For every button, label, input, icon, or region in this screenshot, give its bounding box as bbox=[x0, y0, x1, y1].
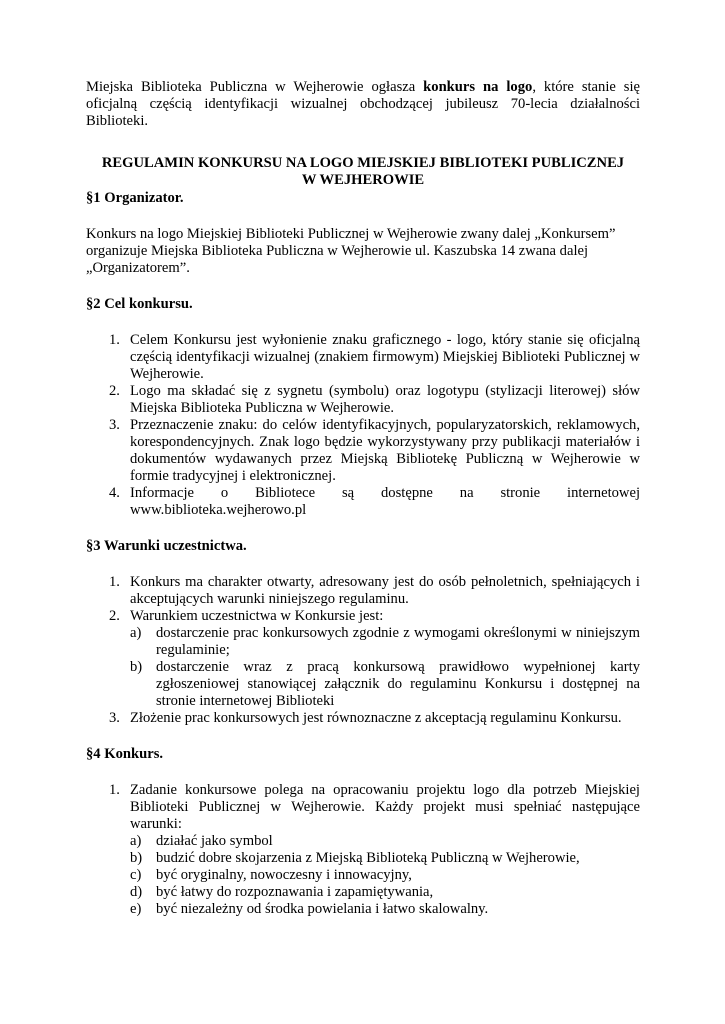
sublist-item-text: budzić dobre skojarzenia z Miejską Biblioteką Publiczną w Wejherowie, bbox=[156, 850, 580, 866]
list-item bbox=[86, 332, 640, 383]
sublist-item-label: c) bbox=[130, 867, 142, 883]
section-2-list bbox=[86, 332, 640, 519]
list-item bbox=[86, 383, 640, 417]
list-item-text: Złożenie prac konkursowych jest równoznaczne z akceptacją regulaminu Konkursu. bbox=[130, 710, 622, 726]
sublist-item-text: być oryginalny, nowoczesny i innowacyjny, bbox=[156, 867, 412, 883]
list-item bbox=[86, 574, 640, 608]
document-title bbox=[86, 155, 640, 189]
section-3-list bbox=[86, 574, 640, 727]
list-item bbox=[86, 485, 640, 519]
section-4-sublist bbox=[130, 833, 640, 918]
list-item-number: 2. bbox=[109, 608, 120, 624]
website-url: www.biblioteka.wejherowo.pl bbox=[130, 502, 307, 518]
list-item-text: Celem Konkursu jest wyłonienie znaku graficznego - logo, który stanie się oficjalną częścią identyfikacji wizualnej (znakiem firmowym) Miejskiej Biblioteki Publicznej w Wejherowie. bbox=[130, 332, 640, 382]
list-item-text: Informacje o Bibliotece są dostępne na stronie internetowej bbox=[130, 485, 640, 501]
list-item bbox=[86, 608, 640, 710]
section-4-list bbox=[86, 782, 640, 918]
list-item-text: Zadanie konkursowe polega na opracowaniu projektu logo dla potrzeb Miejskiej Biblioteki Publicznej w Wejherowie. Każdy projekt musi spełniać następujące warunki: bbox=[130, 782, 640, 832]
list-item bbox=[86, 417, 640, 485]
section-4-heading: §4 Konkurs. bbox=[86, 746, 164, 762]
sublist-item bbox=[130, 833, 640, 850]
document-title-line-1: REGULAMIN KONKURSU NA LOGO MIEJSKIEJ BIBLIOTEKI PUBLICZNEJ bbox=[101, 155, 625, 171]
sublist-item bbox=[130, 625, 640, 659]
sublist-item bbox=[130, 884, 640, 901]
list-item-text: Przeznaczenie znaku: do celów identyfikacyjnych, popularyzatorskich, reklamowych, korespondencyjnych. Znak logo będzie wykorzystywany przy publikacji materiałów i dokumentów wydawanych przez Miejską Bibliotekę Publiczną w Wejherowie w formie tradycyjnej i elektronicznej. bbox=[130, 417, 640, 484]
sublist-item-label: b) bbox=[130, 850, 143, 866]
list-item bbox=[86, 782, 640, 918]
sublist-item-text: dostarczenie wraz z pracą konkursową prawidłowo wypełnionej karty zgłoszeniowej stanowiącej załącznik do regulaminu Konkursu i dostępnej na stronie internetowej Biblioteki bbox=[156, 659, 640, 709]
section-2-heading: §2 Cel konkursu. bbox=[86, 296, 193, 312]
section-3-heading: §3 Warunki uczestnictwa. bbox=[86, 538, 247, 554]
sublist-item bbox=[130, 850, 640, 867]
sublist-item bbox=[130, 867, 640, 884]
sublist-item bbox=[130, 659, 640, 710]
list-item-text: Warunkiem uczestnictwa w Konkursie jest: bbox=[130, 608, 384, 624]
sublist-item-label: a) bbox=[130, 833, 142, 849]
list-item-number: 4. bbox=[109, 485, 120, 501]
list-item-number: 1. bbox=[109, 332, 120, 348]
section-3-sublist bbox=[130, 625, 640, 710]
sublist-item-label: b) bbox=[130, 659, 143, 675]
list-item-text: Logo ma składać się z sygnetu (symbolu) oraz logotypu (stylizacji literowej) słów Miejska Biblioteka Publiczna w Wejherowie. bbox=[130, 383, 640, 416]
intro-text-after: , które stanie się oficjalną częścią identyfikacji wizualnej obchodzącej jubileusz 70-lecia działalności Biblioteki. bbox=[86, 79, 640, 129]
sublist-item-text: działać jako symbol bbox=[156, 833, 273, 849]
list-item-text: Konkurs ma charakter otwarty, adresowany jest do osób pełnoletnich, spełniających i akceptujących warunki niniejszego regulaminu. bbox=[130, 574, 640, 607]
list-item-number: 3. bbox=[109, 417, 120, 433]
intro-paragraph bbox=[86, 79, 640, 130]
list-item-number: 1. bbox=[109, 574, 120, 590]
intro-text-before: Miejska Biblioteka Publiczna w Wejherowie ogłasza bbox=[86, 79, 424, 95]
list-item-number: 1. bbox=[109, 782, 120, 798]
intro-bold-text: konkurs na logo bbox=[423, 79, 533, 95]
list-item bbox=[86, 710, 640, 727]
list-item-number: 3. bbox=[109, 710, 120, 726]
list-item-number: 2. bbox=[109, 383, 120, 399]
sublist-item-label: e) bbox=[130, 901, 142, 917]
sublist-item-label: d) bbox=[130, 884, 143, 900]
document-title-line-2: W WEJHEROWIE bbox=[301, 172, 425, 188]
section-1-heading: §1 Organizator. bbox=[86, 190, 184, 206]
sublist-item-text: być niezależny od środka powielania i łatwo skalowalny. bbox=[156, 901, 489, 917]
section-1-text: Konkurs na logo Miejskiej Biblioteki Publicznej w Wejherowie zwany dalej „Konkursem” organizuje Miejska Biblioteka Publiczna w Wejherowie ul. Kaszubska 14 zwana dalej „Organizatorem”. bbox=[86, 226, 616, 276]
document-page bbox=[86, 79, 640, 918]
sublist-item-text: dostarczenie prac konkursowych zgodnie z wymogami określonymi w niniejszym regulaminie; bbox=[156, 625, 640, 658]
sublist-item-text: być łatwy do rozpoznawania i zapamiętywania, bbox=[156, 884, 434, 900]
sublist-item-label: a) bbox=[130, 625, 142, 641]
sublist-item bbox=[130, 901, 640, 918]
